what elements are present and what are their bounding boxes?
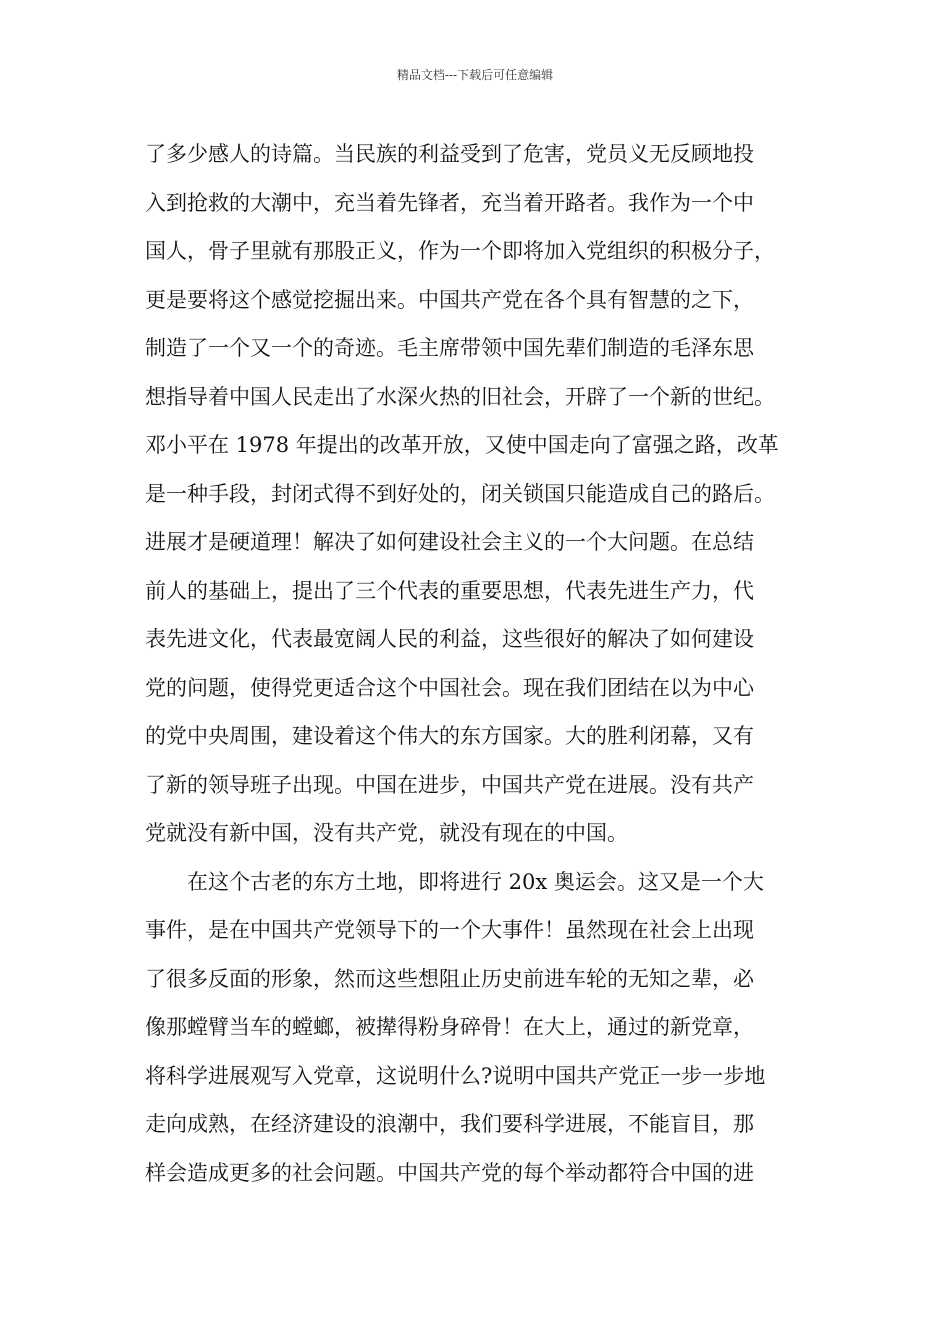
text-line: 事件，是在中国共产党领导下的一个大事件！虽然现在社会上出现 (145, 918, 754, 942)
text-line: 像那螳臂当车的螳螂，被撵得粉身碎骨！在大上，通过的新党章， (145, 1015, 754, 1039)
text-line: 走向成熟，在经济建设的浪潮中，我们要科学进展，不能盲目，那 (145, 1112, 754, 1136)
text-line: 将科学进展观写入党章，这说明什么?说明中国共产党正一步一步地 (145, 1063, 766, 1088)
text-line: 表先进文化，代表最宽阔人民的利益，这些很好的解决了如何建设 (145, 627, 754, 651)
document-body (145, 130, 805, 1197)
text-line: 样会造成更多的社会问题。中国共产党的每个举动都符合中国的进 (145, 1160, 754, 1185)
page-header: 精品文档---下载后可任意编辑 (396, 68, 554, 82)
text-line: 想指导着中国人民走出了水深火热的旧社会，开辟了一个新的世纪。 (145, 384, 775, 409)
text-line: 前人的基础上，提出了三个代表的重要思想，代表先进生产力，代 (145, 578, 754, 603)
text-line: 进展才是硬道理！解决了如何建设社会主义的一个大问题。在总结 (145, 530, 754, 554)
text-line: 了新的领导班子出现。中国在进步，中国共产党在进展。没有共产 (145, 772, 754, 797)
paragraph-first-line: 在这个古老的东方土地，即将进行 20x 奥运会。这又是一个大 (187, 869, 764, 894)
text-line: 党的问题，使得党更适合这个中国社会。现在我们团结在以为中心 (145, 675, 754, 700)
text-line: 了多少感人的诗篇。当民族的利益受到了危害，党员义无反顾地投 (145, 142, 754, 166)
text-line: 国人，骨子里就有那股正义，作为一个即将加入党组织的积极分子， (145, 239, 775, 263)
text-line: 制造了一个又一个的奇迹。毛主席带领中国先辈们制造的毛泽东思 (145, 336, 754, 360)
text-line: 是一种手段，封闭式得不到好处的，闭关锁国只能造成自己的路后。 (145, 481, 775, 506)
text-line: 了很多反面的形象，然而这些想阻止历史前进车轮的无知之辈，必 (145, 966, 754, 991)
text-line: 党就没有新中国，没有共产党，就没有现在的中国。 (145, 821, 628, 845)
text-line: 更是要将这个感觉挖掘出来。中国共产党在各个具有智慧的之下， (145, 287, 754, 312)
text-line: 入到抢救的大潮中，充当着先锋者，充当着开路者。我作为一个中 (145, 190, 754, 215)
text-line: 的党中央周围，建设着这个伟大的东方国家。大的胜利闭幕，又有 (145, 724, 754, 748)
text-line: 邓小平在 1978 年提出的改革开放，又使中国走向了富强之路，改革 (145, 433, 779, 457)
